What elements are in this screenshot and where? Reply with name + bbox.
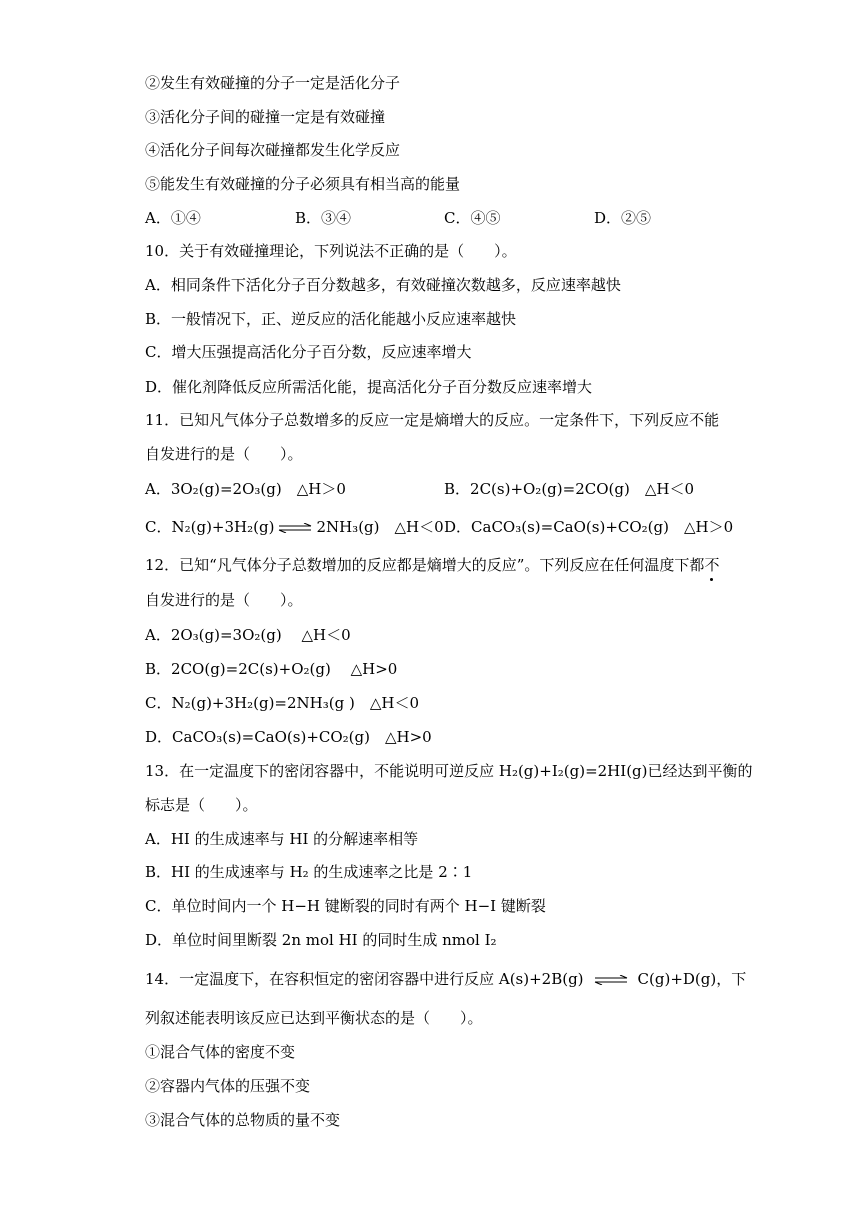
q12-option-a: A．2O₃(g)=3O₂(g) △H＜0 [145, 626, 351, 644]
equilibrium-arrow-icon [594, 975, 628, 985]
q14-statement-3: ③混合气体的总物质的量不变 [145, 1111, 341, 1129]
emphasis-dot-char: 不 [704, 556, 720, 574]
q12-stem-line2: 自发进行的是（ ）。 [145, 591, 303, 609]
q9-option-d: D．②⑤ [594, 209, 652, 227]
q14-statement-1: ①混合气体的密度不变 [145, 1043, 296, 1061]
equilibrium-arrow-icon [278, 523, 312, 533]
statement-4: ④活化分子间每次碰撞都发生化学反应 [145, 141, 401, 159]
q14-stem-line1 [145, 969, 746, 989]
q14-stem-line1-left: 14．一定温度下，在容积恒定的密闭容器中进行反应 A(s)+2B(g) [145, 970, 584, 988]
q10-option-b: B．一般情况下，正、逆反应的活化能越小反应速率越快 [145, 310, 517, 328]
q10-option-a: A．相同条件下活化分子百分数越多，有效碰撞次数越多，反应速率越快 [145, 276, 621, 294]
q11-option-b: B．2C(s)+O₂(g)=2CO(g) △H＜0 [444, 480, 694, 498]
q14-stem-line2: 列叙述能表明该反应已达到平衡状态的是（ ）。 [145, 1009, 483, 1027]
q11-stem-line2: 自发进行的是（ ）。 [145, 445, 303, 463]
q13-option-c: C．单位时间内一个 H−H 键断裂的同时有两个 H−I 键断裂 [145, 897, 546, 915]
q9-option-b: B．③④ [295, 209, 352, 227]
q14-stem-line1-right: C(g)+D(g)，下 [637, 970, 747, 988]
q13-option-b: B．HI 的生成速率与 H₂ 的生成速率之比是 2∶1 [145, 863, 473, 881]
q11-option-d: D．CaCO₃(s)=CaO(s)+CO₂(g) △H＞0 [444, 518, 734, 536]
q12-stem-line1-text: 12．已知“凡气体分子总数增加的反应都是熵增大的反应”。下列反应在任何温度下都 [145, 556, 705, 574]
q13-option-d: D．单位时间里断裂 2n mol HI 的同时生成 nmol I₂ [145, 931, 497, 949]
q11-option-c-left: C．N₂(g)+3H₂(g) [145, 518, 275, 536]
q13-stem-line2: 标志是（ ）。 [145, 796, 258, 814]
q12-option-b: B．2CO(g)=2C(s)+O₂(g) △H>0 [145, 660, 398, 678]
q14-statement-2: ②容器内气体的压强不变 [145, 1077, 311, 1095]
q11-option-a: A．3O₂(g)=2O₃(g) △H＞0 [145, 480, 346, 498]
q10-option-d: D．催化剂降低反应所需活化能，提高活化分子百分数反应速率增大 [145, 378, 593, 396]
q12-stem-line1 [145, 555, 719, 575]
q10-option-c: C．增大压强提高活化分子百分数，反应速率增大 [145, 343, 472, 361]
statement-2: ②发生有效碰撞的分子一定是活化分子 [145, 74, 401, 92]
q12-option-c: C．N₂(g)+3H₂(g)=2NH₃(g ) △H＜0 [145, 694, 419, 712]
q11-stem-line1: 11．已知凡气体分子总数增多的反应一定是熵增大的反应。一定条件下，下列反应不能 [145, 411, 720, 429]
q11-option-c [145, 517, 444, 537]
q13-stem-line1: 13．在一定温度下的密闭容器中，不能说明可逆反应 H₂(g)+I₂(g)=2HI(g)已经达到平衡的 [145, 762, 753, 780]
q10-stem: 10．关于有效碰撞理论，下列说法不正确的是（ ）。 [145, 242, 517, 260]
q9-option-a: A．①④ [145, 209, 201, 227]
statement-3: ③活化分子间的碰撞一定是有效碰撞 [145, 108, 386, 126]
q12-option-d: D．CaCO₃(s)=CaO(s)+CO₂(g) △H>0 [145, 728, 432, 746]
statement-5: ⑤能发生有效碰撞的分子必须具有相当高的能量 [145, 175, 461, 193]
q9-option-c: C．④⑤ [444, 209, 501, 227]
q13-option-a: A．HI 的生成速率与 HI 的分解速率相等 [145, 830, 419, 848]
q11-option-c-right: 2NH₃(g) △H＜0 [316, 518, 444, 536]
